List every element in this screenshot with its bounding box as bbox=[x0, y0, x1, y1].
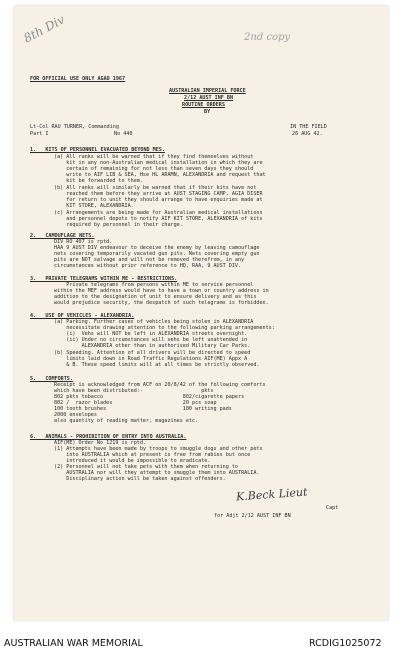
section-line: AIF(ME) Order No 1219 is rptd. bbox=[54, 440, 147, 446]
section-title: 6. ANIMALS - PROHIBITION OF ENTRY INTO AUSTRALIA. bbox=[30, 434, 187, 440]
section-line: AUSTRALIA nor will they attempt to smuggle them into AUSTRALIA. bbox=[54, 470, 260, 476]
section-line: (ii) Under no circumstances will vehs be left unattended in bbox=[54, 337, 248, 343]
section-line: necessitate drawing attention to the following parking arrangements: bbox=[54, 325, 275, 331]
section-line: for return to unit they should arrange to have enquiries made at bbox=[54, 197, 263, 203]
issuer-date: 26 AUG 42. bbox=[292, 131, 323, 137]
pencil-annotation-right: 2nd copy bbox=[244, 32, 291, 43]
section-line: Private telegrams from persons within ME to service personnel bbox=[54, 282, 254, 288]
footer-catalogue-id: RCDIG1025072 bbox=[309, 638, 382, 649]
section-line: nets covering temporarily vacated gun pits. Nets covering empty gun bbox=[54, 251, 260, 257]
official-use-line: FOR OFFICIAL USE ONLY AGAO 1967 bbox=[30, 76, 126, 82]
section-line: (c) Arrangements are being made for Australian medical installations bbox=[54, 210, 263, 216]
section-line: 802 / razor blades 20 pcs soap bbox=[54, 400, 217, 406]
section-line: introduced it would be impossible to eradicate. bbox=[54, 458, 211, 464]
section-line: (a) All ranks will be warned that if they find themselves without bbox=[54, 154, 254, 160]
section-line: Receipt is acknowledged from ACF on 20/8/42 of the following comforts bbox=[54, 382, 266, 388]
section-line: certain of remaining for not less than seven days they should bbox=[54, 166, 254, 172]
section-line: (1) Attempts have been made by troops to smuggle dogs and other pets bbox=[54, 446, 263, 452]
footer-institution: AUSTRALIAN WAR MEMORIAL bbox=[4, 638, 143, 649]
section-line: required by personnel in their charge. bbox=[54, 222, 183, 228]
section-title: 5. COMFORTS. bbox=[30, 376, 73, 382]
signature-rank: Capt bbox=[326, 505, 339, 511]
section-line: KIT STORE, ALEXANDRIA. bbox=[54, 203, 134, 209]
section-title: 2. CAMOUFLAGE NETS. bbox=[30, 233, 95, 239]
issuer-name: Lt-Col RAU TURNER, Commanding bbox=[30, 124, 119, 130]
section-line: addition to the designation of unit to ensure delivery and as this bbox=[54, 294, 257, 300]
section-line: which have been distributed:- pkts bbox=[54, 388, 214, 394]
heading-force: AUSTRALIAN IMPERIAL FORCE bbox=[169, 88, 246, 94]
heading-unit: 2/12 AUST INF BN bbox=[184, 95, 234, 101]
document-page bbox=[14, 6, 388, 620]
section-line: (b) All ranks will similarly be warned that if their kits have not bbox=[54, 185, 257, 191]
handwritten-signature: K.Beck Lieut bbox=[235, 485, 308, 504]
section-line: and personnel depots to notify AIF KIT STORE, ALEXANDRIA of kits bbox=[54, 216, 263, 222]
section-line: limits laid down in Road Traffic Regulations AIF(ME) Appx A bbox=[54, 356, 248, 362]
signature-block: for Adjt 2/12 AUST INF BN bbox=[214, 513, 291, 519]
section-line: kit in any non-Australian medical installation in which they are bbox=[54, 160, 263, 166]
section-line: ALEXANDRIA other than in authorised Military Car Parks. bbox=[54, 343, 251, 349]
issuer-part: Part I bbox=[30, 131, 49, 137]
heading-by: BY bbox=[204, 109, 211, 115]
section-title: 4. USE OF VEHICLES - ALEXANDRIA. bbox=[30, 313, 135, 319]
section-line: also quantity of reading matter, magazines etc. bbox=[54, 418, 199, 424]
issuer-place: IN THE FIELD bbox=[290, 124, 327, 130]
section-line: & B. These speed limits will at all times be strictly observed. bbox=[54, 362, 260, 368]
section-line: (a) Parking. Further cases of vehicles being stolen in ALEXANDRIA bbox=[54, 319, 254, 325]
section-line: would prejudice security, the despatch of such telegrams is forbidden. bbox=[54, 300, 269, 306]
pencil-annotation-left: 8th Div bbox=[21, 12, 67, 46]
section-line: 802 pkts tobacco 802/cigarette papers bbox=[54, 394, 245, 400]
issuer-order-number: No 440 bbox=[114, 131, 133, 137]
section-line: into AUSTRALIA which at present is free from rabies but once bbox=[54, 452, 251, 458]
section-line: reached them before they arrive at AUST STAGING CAMP, AGIA DISER bbox=[54, 191, 263, 197]
section-line: HAA 9 AUST DIV endeavour to deceive the enemy by leaving camouflage bbox=[54, 245, 260, 251]
section-line: (i) Vehs will NOT be left in ALEXANDRIA streets overnight. bbox=[54, 331, 248, 337]
heading-orders: ROUTINE ORDERS bbox=[182, 102, 225, 108]
section-line: 2000 envelopes bbox=[54, 412, 97, 418]
section-line: kit be forwarded to them. bbox=[54, 178, 143, 184]
section-line: Disciplinary action will be taken against offenders. bbox=[54, 476, 226, 482]
section-line: pits are NOT salvage and will not be removed therefrom, in any bbox=[54, 257, 245, 263]
section-line: circumstances without prior reference to HQ, RAA, 9 AUST DIV. bbox=[54, 263, 242, 269]
section-line: write to AIF LIB & SEA, Hse HL ARAMN, ALEXANDRIA and request that bbox=[54, 172, 266, 178]
section-title: 1. KITS OF PERSONNEL EVACUATED BEYOND MES. bbox=[30, 147, 165, 153]
section-line: (2) Personnel will not take pets with them when returning to bbox=[54, 464, 239, 470]
section-title: 3. PRIVATE TELEGRAMS WITHIN ME - RESTRICTIONS. bbox=[30, 276, 178, 282]
section-line: DIV RO 407 is rptd. bbox=[54, 239, 113, 245]
section-line: within the MEF address would have to have a town or country address in bbox=[54, 288, 269, 294]
section-line: (b) Speeding. Attention of all drivers will be directed to speed bbox=[54, 350, 251, 356]
section-line: 100 tooth brushes 100 writing pads bbox=[54, 406, 232, 412]
